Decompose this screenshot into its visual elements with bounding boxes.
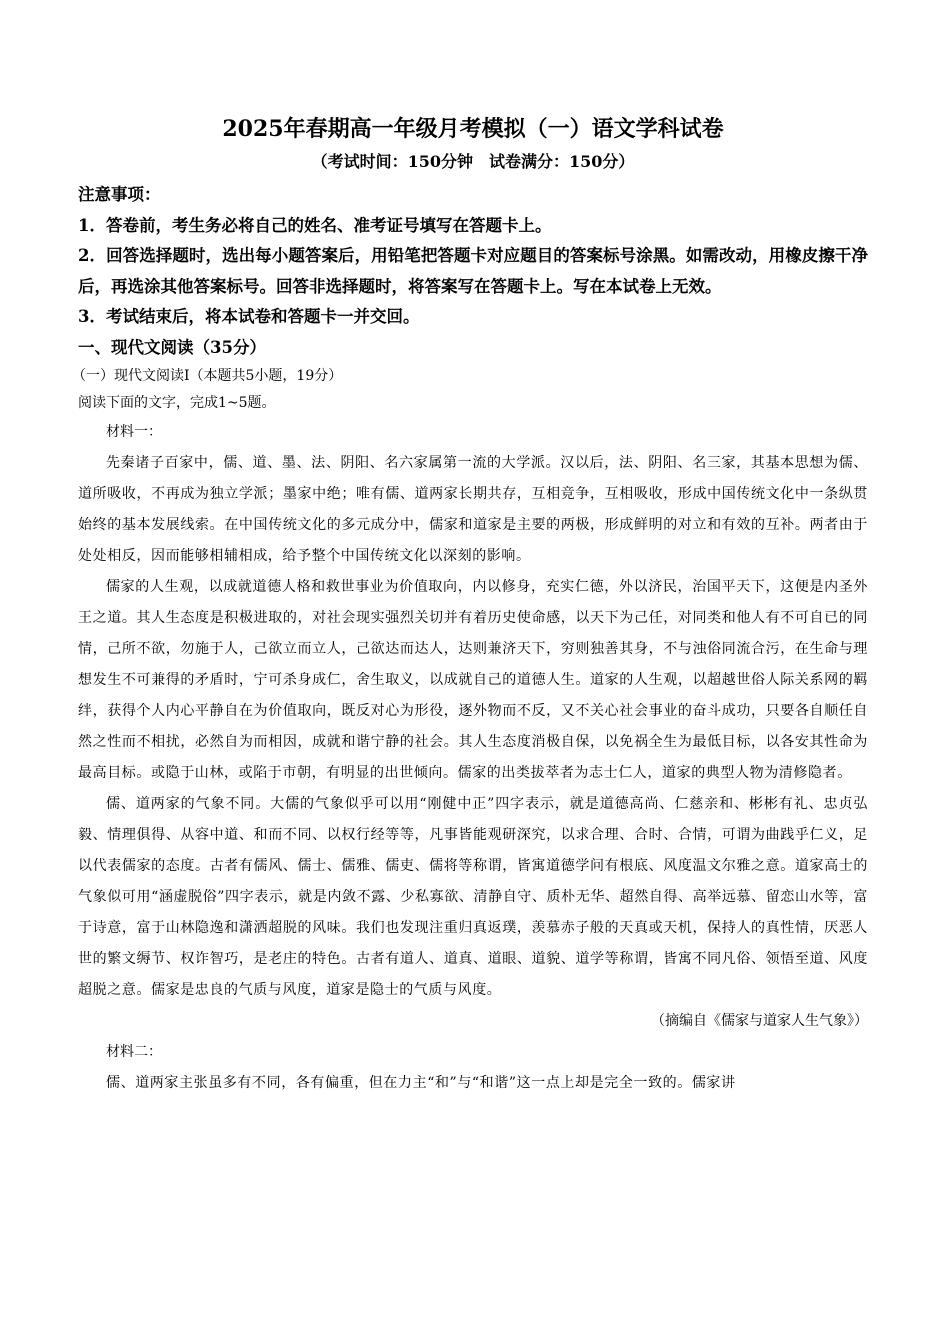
material-two-paragraph-1: 儒、道两家主张虽多有不同，各有偏重，但在力主“和”与“和谐”这一点上却是完全一致的。儒家讲 [106,1075,736,1091]
material-one-paragraph-2: 儒家的人生观，以成就道德人格和救世事业为价值取向，内以修身，充实仁德，外以济民，治国平天下，这便是内圣外王之道。其人生态度是积极进取的，对社会现实强烈关切并有着历史使命感，以天下为己任，对同类和他人有不可自已的同情，己所不欲，勿施于人，己欲立而立人，己欲达而达人，达则兼济天下，穷则独善其身，不与浊俗同流合污，在生命与理想发生不可兼得的矛盾时，宁可杀身成仁，舍生取义，以成就自己的道德人生。道家的人生观，以超越世俗人际关系网的羁绊，获得个人内心平静自在为价值取向，既反对心为形役，逐外物而不反，又不关心社会事业的奋斗成功，只要各自顺任自然之性而不相扰，必然自为而相因，成就和谐宁静的社会。其人生态度消极自保，以免祸全生为最低目标，以各安其性命为最高目标。或隐于山林，或陷于市朝，有明显的出世倾向。儒家的出类拔萃者为志士仁人，道家的典型人物为清修隐者。 [78,579,868,781]
notice-block [78,180,868,333]
material-one-paragraph-1: 先秦诸子百家中，儒、道、墨、法、阴阳、名六家属第一流的大学派。汉以后，法、阴阳、名三家，其基本思想为儒、道所吸收，不再成为独立学派；墨家中绝；唯有儒、道两家长期共存，互相竞争，互相吸收，形成中国传统文化中一条纵贯始终的基本发展线索。在中国传统文化的多元成分中，儒家和道家是主要的两极，形成鲜明的对立和有效的互补。两者由于处处相反，因而能够相辅相成，给予整个中国传统文化以深刻的影响。 [78,455,868,564]
exam-subtitle: （考试时间：150分钟 试卷满分：150分） [311,152,635,171]
section-modern-reading [72,333,868,1100]
reading-instruction: 阅读下面的文字，完成1~5题。 [78,395,276,411]
subsection-heading: （一）现代文阅读Ⅰ（本题共5小题，19分） [72,368,343,384]
material-one-label: 材料一： [106,424,162,440]
material-two-label: 材料二： [106,1044,162,1060]
notice-item-2: 2．回答选择题时，选出每小题答案后，用铅笔把答题卡对应题目的答案标号涂黑。如需改动，用橡皮擦干净后，再选涂其他答案标号。回答非选择题时，将答案写在答题卡上。写在本试卷上无效。 [78,246,868,296]
material-one-paragraph-3: 儒、道两家的气象不同。大儒的气象似乎可以用“刚健中正”四字表示，就是道德高尚、仁慈亲和、彬彬有礼、忠贞弘毅、情理俱得、从容中道、和而不同、以权行经等等，凡事皆能观研深究，以求合理、合时、合情，可谓为曲践乎仁义，足以代表儒家的态度。古者有儒风、儒士、儒雅、儒吏、儒将等称谓，皆寓道德学问有根底、风度温文尔雅之意。道家高士的气象似可用“涵虚脱俗”四字表示，就是内敛不露、少私寡欲、清静自守、质朴无华、超然自得、高举远慕、留恋山水等，富于诗意，富于山林隐逸和潇洒超脱的风味。我们也发现注重归真返璞，羡慕赤子般的天真或天机，保持人的真性情，厌恶人世的繁文缛节、权诈智巧，是老庄的特色。古者有道人、道真、道眼、道貌、道学等称谓，皆寓不同凡俗、领悟至道、风度超脱之意。儒家是忠良的气质与风度，道家是隐士的气质与风度。 [78,796,868,998]
section-heading: 一、现代文阅读（35分） [78,337,266,357]
notice-heading: 注意事项： [78,185,161,204]
exam-title: 2025年春期高一年级月考模拟（一）语文学科试卷 [222,116,724,142]
material-one-source: （摘编自《儒家与道家人生气象》） [651,1013,868,1029]
notice-item-1: 1．答卷前，考生务必将自己的姓名、准考证号填写在答题卡上。 [78,215,552,235]
material-one [78,417,868,1037]
material-two [78,1037,868,1099]
notice-item-3: 3．考试结束后，将本试卷和答题卡一并交回。 [78,307,420,326]
